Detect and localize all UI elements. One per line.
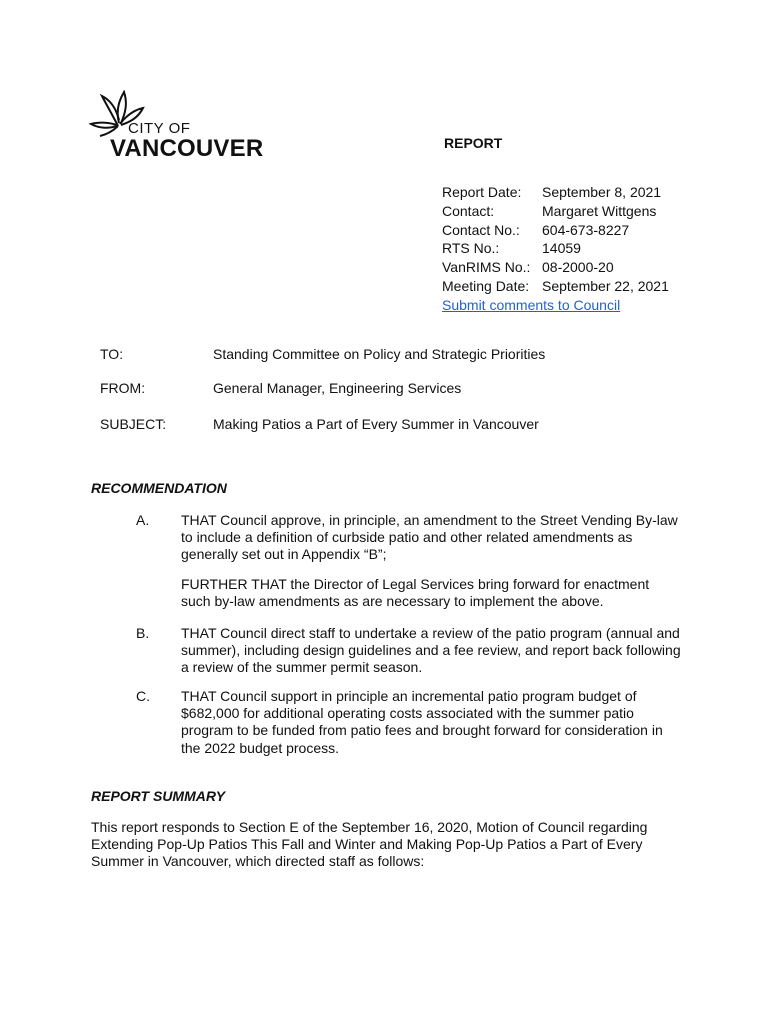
meta-row [442, 296, 669, 315]
report-meta [442, 183, 669, 315]
meta-label: Contact: [442, 202, 495, 219]
meta-value: Margaret Wittgens [542, 202, 657, 219]
item-letter: C. [136, 688, 150, 704]
item-text: THAT Council direct staff to undertake a review of the patio program (annual and summer), including design guidelines and a fee review, and report back following a review of the summer permit season. [181, 625, 681, 676]
meta-value: 08-2000-20 [542, 259, 614, 276]
recommendation-heading: RECOMMENDATION [91, 480, 227, 496]
item-letter: A. [136, 512, 150, 528]
meta-row [442, 277, 669, 296]
to-value: Standing Committee on Policy and Strategic Priorities [213, 346, 546, 362]
meta-value: 14059 [542, 240, 581, 257]
meta-value: 604-673-8227 [542, 221, 630, 238]
summary-heading: REPORT SUMMARY [91, 788, 226, 804]
meta-label: VanRIMS No.: [442, 259, 531, 276]
further-paragraph: FURTHER THAT the Director of Legal Services bring forward for enactment such by-law amendments as are necessary to implement the above. [181, 576, 650, 610]
report-title: REPORT [444, 135, 503, 151]
item-text: THAT Council support in principle an incremental patio program budget of $682,000 for additional operating costs associated with the summer patio program to be funded from patio fees and brought forward for consideration in the 2022 budget process. [181, 688, 663, 756]
meta-label: Meeting Date: [442, 277, 530, 294]
meta-row [442, 258, 669, 277]
meta-row [442, 202, 669, 221]
from-label: FROM: [100, 380, 146, 396]
meta-row [442, 221, 669, 240]
summary-text: This report responds to Section E of the September 16, 2020, Motion of Council regarding Extending Pop-Up Patios This Fall and Winter and Making Pop-Up Patios a Part of Every Summer in Vancouver, which directed staff as follows: [91, 819, 648, 870]
submit-comments-link[interactable]: Submit comments to Council [442, 296, 621, 313]
recommendation-item [136, 512, 681, 564]
meta-value: September 22, 2021 [542, 277, 669, 294]
meta-row [442, 183, 669, 202]
logo-line2: VANCOUVER [110, 135, 264, 162]
recommendation-item [136, 688, 681, 757]
city-logo [88, 90, 268, 164]
from-row [100, 380, 461, 396]
subject-value: Making Patios a Part of Every Summer in Vancouver [213, 416, 539, 432]
to-label: TO: [100, 346, 124, 362]
logo-line1: CITY OF [128, 120, 191, 137]
meta-label: Contact No.: [442, 221, 520, 238]
subject-label: SUBJECT: [100, 416, 167, 432]
meta-row [442, 239, 669, 258]
meta-value: September 8, 2021 [542, 184, 662, 200]
meta-label: RTS No.: [442, 240, 500, 257]
item-letter: B. [136, 625, 150, 641]
recommendation-item [136, 625, 681, 677]
from-value: General Manager, Engineering Services [213, 380, 462, 396]
subject-row [100, 416, 539, 432]
item-text: THAT Council approve, in principle, an amendment to the Street Vending By-law to include a definition of curbside patio and other related amendments as generally set out in Appendix “B”; [181, 512, 678, 563]
to-row [100, 346, 545, 362]
meta-label: Report Date: [442, 184, 522, 200]
